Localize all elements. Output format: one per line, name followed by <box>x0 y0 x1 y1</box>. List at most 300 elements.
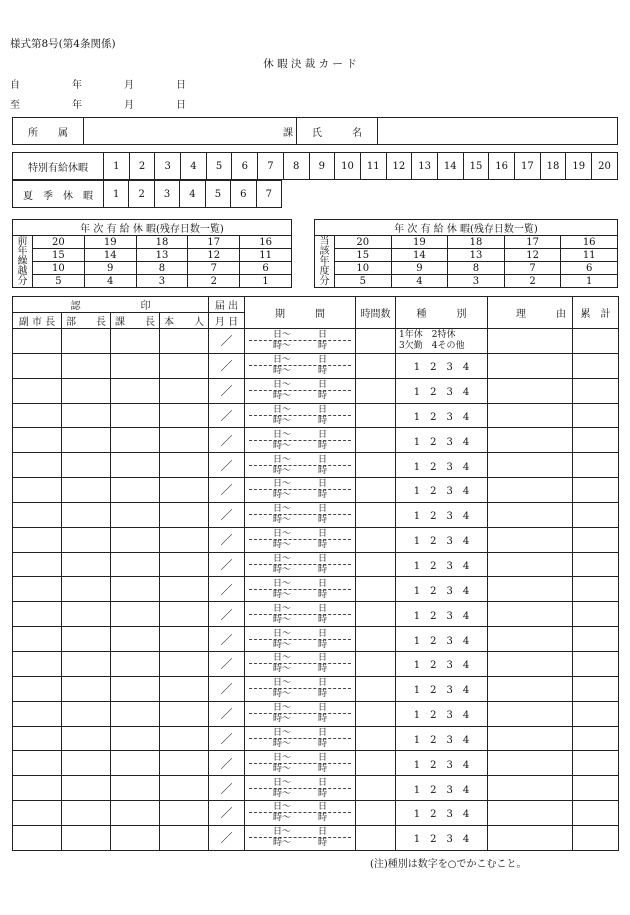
submission-date-cell[interactable]: ／ <box>209 701 245 726</box>
period-cell[interactable] <box>245 776 356 801</box>
approval-stamp-cell[interactable] <box>160 776 209 801</box>
summer-leave-day-4[interactable]: 4 <box>180 181 205 208</box>
total-cell[interactable] <box>573 378 619 403</box>
special-leave-day-18[interactable]: 18 <box>540 153 566 180</box>
type-cell[interactable]: 1 2 3 4 <box>396 353 488 378</box>
approval-stamp-cell[interactable] <box>13 577 62 602</box>
hours-cell[interactable] <box>356 329 396 354</box>
hours-cell[interactable] <box>356 726 396 751</box>
submission-date-cell[interactable]: ／ <box>209 776 245 801</box>
submission-date-cell[interactable]: ／ <box>209 552 245 577</box>
submission-date-cell[interactable]: ／ <box>209 527 245 552</box>
reason-cell[interactable] <box>488 602 573 627</box>
hours-cell[interactable] <box>356 577 396 602</box>
remaining-days-cell[interactable]: 5 <box>33 275 85 288</box>
remaining-days-cell[interactable]: 1 <box>561 275 618 288</box>
approval-stamp-cell[interactable] <box>62 825 111 850</box>
type-cell[interactable]: 1 2 3 4 <box>396 478 488 503</box>
approval-stamp-cell[interactable] <box>13 552 62 577</box>
table-row <box>13 726 619 751</box>
remaining-days-cell[interactable]: 4 <box>84 275 136 288</box>
remaining-days-cell[interactable]: 4 <box>391 275 448 288</box>
table-row <box>13 676 619 701</box>
period-cell[interactable] <box>245 751 356 776</box>
hours-cell[interactable] <box>356 776 396 801</box>
summer-leave-day-2[interactable]: 2 <box>129 181 154 208</box>
approval-stamp-cell[interactable] <box>13 701 62 726</box>
table-row <box>13 701 619 726</box>
hours-cell[interactable] <box>356 651 396 676</box>
reason-cell[interactable] <box>488 453 573 478</box>
remaining-days-cell[interactable]: 9 <box>391 262 448 275</box>
approval-stamp-cell[interactable] <box>13 527 62 552</box>
approval-stamp-cell[interactable] <box>62 502 111 527</box>
approval-stamp-cell[interactable] <box>111 751 160 776</box>
submission-date-cell[interactable]: ／ <box>209 478 245 503</box>
total-cell[interactable] <box>573 726 619 751</box>
submission-date-cell[interactable]: ／ <box>209 602 245 627</box>
type-cell[interactable]: 1 2 3 4 <box>396 527 488 552</box>
reason-cell[interactable] <box>488 726 573 751</box>
reason-cell[interactable] <box>488 428 573 453</box>
approval-stamp-cell[interactable] <box>111 428 160 453</box>
period-cell[interactable] <box>245 801 356 826</box>
period-cell[interactable] <box>245 453 356 478</box>
type-cell[interactable]: 1 2 3 4 <box>396 552 488 577</box>
summer-leave-day-1[interactable]: 1 <box>104 181 129 208</box>
hour-range: 時～ 時 <box>272 440 327 451</box>
approval-stamp-cell[interactable] <box>13 825 62 850</box>
reason-cell[interactable] <box>488 353 573 378</box>
approval-stamp-cell[interactable] <box>111 676 160 701</box>
approval-stamp-cell[interactable] <box>160 502 209 527</box>
approval-stamp-cell[interactable] <box>160 453 209 478</box>
submission-date-cell[interactable]: ／ <box>209 403 245 428</box>
total-cell[interactable] <box>573 502 619 527</box>
approval-stamp-cell[interactable] <box>111 527 160 552</box>
day-range: 日～ 日 <box>249 504 351 515</box>
approval-stamp-cell[interactable] <box>13 453 62 478</box>
approval-stamp-cell[interactable] <box>160 825 209 850</box>
approval-stamp-cell[interactable] <box>62 627 111 652</box>
submission-date-cell[interactable]: ／ <box>209 801 245 826</box>
period-cell[interactable] <box>245 378 356 403</box>
approval-stamp-cell[interactable] <box>160 353 209 378</box>
approval-stamp-cell[interactable] <box>111 801 160 826</box>
special-leave-day-11[interactable]: 11 <box>360 153 386 180</box>
submission-date-cell[interactable]: ／ <box>209 726 245 751</box>
submission-date-cell[interactable]: ／ <box>209 502 245 527</box>
submission-date-cell[interactable]: ／ <box>209 329 245 354</box>
remaining-days-cell[interactable]: 6 <box>561 262 618 275</box>
reason-cell[interactable] <box>488 378 573 403</box>
special-leave-day-12[interactable]: 12 <box>386 153 412 180</box>
approval-stamp-cell[interactable] <box>13 353 62 378</box>
total-cell[interactable] <box>573 577 619 602</box>
type-cell[interactable]: 1 2 3 4 <box>396 602 488 627</box>
approval-stamp-cell[interactable] <box>62 577 111 602</box>
name-field[interactable] <box>378 118 618 145</box>
approval-stamp-cell[interactable] <box>111 627 160 652</box>
summer-leave-day-7[interactable]: 7 <box>256 181 281 208</box>
remaining-days-cell[interactable]: 13 <box>448 249 505 262</box>
total-cell[interactable] <box>573 428 619 453</box>
special-leave-day-9[interactable]: 9 <box>309 153 335 180</box>
approval-stamp-cell[interactable] <box>160 577 209 602</box>
type-cell[interactable]: 1 2 3 4 <box>396 577 488 602</box>
approval-stamp-cell[interactable] <box>160 329 209 354</box>
total-cell[interactable] <box>573 651 619 676</box>
remaining-days-cell[interactable]: 15 <box>335 249 392 262</box>
type-cell[interactable]: 1 2 3 4 <box>396 751 488 776</box>
remaining-days-cell[interactable]: 12 <box>188 249 240 262</box>
approval-stamp-cell[interactable] <box>13 627 62 652</box>
type-cell[interactable]: 1 2 3 4 <box>396 726 488 751</box>
approval-stamp-cell[interactable] <box>111 403 160 428</box>
approval-stamp-cell[interactable] <box>62 453 111 478</box>
period-cell[interactable] <box>245 502 356 527</box>
approval-stamp-cell[interactable] <box>160 428 209 453</box>
approval-stamp-cell[interactable] <box>13 602 62 627</box>
hours-cell[interactable] <box>356 403 396 428</box>
approval-stamp-cell[interactable] <box>13 403 62 428</box>
hours-cell[interactable] <box>356 527 396 552</box>
remaining-days-cell[interactable]: 19 <box>391 236 448 249</box>
period-cell[interactable] <box>245 353 356 378</box>
period-cell[interactable] <box>245 577 356 602</box>
approval-stamp-cell[interactable] <box>160 726 209 751</box>
remaining-days-cell[interactable]: 18 <box>136 236 188 249</box>
hour-range: 時～ 時 <box>272 788 327 799</box>
special-leave-day-16[interactable]: 16 <box>489 153 515 180</box>
approval-stamp-cell[interactable] <box>160 602 209 627</box>
special-leave-day-17[interactable]: 17 <box>515 153 541 180</box>
submission-date-cell[interactable]: ／ <box>209 577 245 602</box>
remaining-days-cell[interactable]: 7 <box>188 262 240 275</box>
remaining-days-cell[interactable]: 15 <box>33 249 85 262</box>
table-row <box>13 453 619 478</box>
hours-cell[interactable] <box>356 602 396 627</box>
day-range: 日～ 日 <box>249 554 351 565</box>
hours-cell[interactable] <box>356 428 396 453</box>
approval-stamp-cell[interactable] <box>13 801 62 826</box>
hours-cell[interactable] <box>356 353 396 378</box>
submission-date-cell[interactable]: ／ <box>209 353 245 378</box>
remaining-days-cell[interactable]: 14 <box>391 249 448 262</box>
approval-stamp-cell[interactable] <box>160 378 209 403</box>
total-cell[interactable] <box>573 602 619 627</box>
reason-cell[interactable] <box>488 825 573 850</box>
total-cell[interactable] <box>573 701 619 726</box>
type-cell[interactable]: 1 2 3 4 <box>396 378 488 403</box>
reason-cell[interactable] <box>488 552 573 577</box>
remaining-days-cell[interactable]: 17 <box>504 236 561 249</box>
department-field[interactable] <box>84 118 281 145</box>
reason-cell[interactable] <box>488 329 573 354</box>
approval-stamp-cell[interactable] <box>62 701 111 726</box>
reason-cell[interactable] <box>488 776 573 801</box>
period-cell[interactable] <box>245 676 356 701</box>
approval-stamp-cell[interactable] <box>62 403 111 428</box>
approval-stamp-cell[interactable] <box>62 329 111 354</box>
remaining-days-cell[interactable]: 16 <box>561 236 618 249</box>
approval-stamp-cell[interactable] <box>111 552 160 577</box>
submission-date-cell[interactable]: ／ <box>209 651 245 676</box>
reason-cell[interactable] <box>488 751 573 776</box>
remaining-days-cell[interactable]: 11 <box>240 249 292 262</box>
table-row <box>13 602 619 627</box>
approval-stamp-cell[interactable] <box>62 478 111 503</box>
remaining-days-cell[interactable]: 6 <box>240 262 292 275</box>
type-cell[interactable]: 1 2 3 4 <box>396 676 488 701</box>
hour-range: 時～ 時 <box>272 589 327 600</box>
period-cell[interactable] <box>245 403 356 428</box>
reason-cell[interactable] <box>488 527 573 552</box>
total-cell[interactable] <box>573 403 619 428</box>
type-cell[interactable]: 1 2 3 4 <box>396 428 488 453</box>
remaining-days-cell[interactable]: 8 <box>136 262 188 275</box>
total-cell[interactable] <box>573 825 619 850</box>
hours-cell[interactable] <box>356 552 396 577</box>
remaining-days-cell[interactable]: 19 <box>84 236 136 249</box>
approval-stamp-cell[interactable] <box>160 676 209 701</box>
total-cell[interactable] <box>573 776 619 801</box>
approval-stamp-cell[interactable] <box>62 801 111 826</box>
approval-stamp-cell[interactable] <box>111 453 160 478</box>
special-leave-day-15[interactable]: 15 <box>463 153 489 180</box>
remaining-days-cell[interactable]: 16 <box>240 236 292 249</box>
remaining-days-cell[interactable]: 17 <box>188 236 240 249</box>
reason-cell[interactable] <box>488 701 573 726</box>
approval-stamp-cell[interactable] <box>160 701 209 726</box>
special-leave-day-6[interactable]: 6 <box>232 153 258 180</box>
type-cell[interactable]: 1 2 3 4 <box>396 502 488 527</box>
special-leave-day-19[interactable]: 19 <box>566 153 592 180</box>
hours-cell[interactable] <box>356 701 396 726</box>
type-cell[interactable]: 1 2 3 4 <box>396 825 488 850</box>
submission-date-cell[interactable]: ／ <box>209 627 245 652</box>
approval-stamp-cell[interactable] <box>160 552 209 577</box>
approval-stamp-cell[interactable] <box>160 751 209 776</box>
submission-date-cell[interactable]: ／ <box>209 825 245 850</box>
approval-stamp-cell[interactable] <box>111 378 160 403</box>
approval-stamp-cell[interactable] <box>111 478 160 503</box>
approval-stamp-cell[interactable] <box>62 378 111 403</box>
approval-stamp-cell[interactable] <box>13 478 62 503</box>
approval-stamp-cell[interactable] <box>160 403 209 428</box>
total-cell[interactable] <box>573 751 619 776</box>
type-cell[interactable]: 1 2 3 4 <box>396 627 488 652</box>
period-cell[interactable] <box>245 602 356 627</box>
type-cell[interactable]: 1 2 3 4 <box>396 453 488 478</box>
todokede-subheader: 月 日 <box>209 313 245 329</box>
hour-range: 時～ 時 <box>272 763 327 774</box>
remaining-days-cell[interactable]: 3 <box>136 275 188 288</box>
approval-stamp-cell[interactable] <box>111 329 160 354</box>
submission-date-cell[interactable]: ／ <box>209 428 245 453</box>
approval-stamp-cell[interactable] <box>111 602 160 627</box>
total-cell[interactable] <box>573 329 619 354</box>
hours-cell[interactable] <box>356 453 396 478</box>
hours-cell[interactable] <box>356 378 396 403</box>
approval-stamp-cell[interactable] <box>111 502 160 527</box>
remaining-days-cell[interactable]: 8 <box>448 262 505 275</box>
period-cell[interactable] <box>245 527 356 552</box>
table-row <box>13 651 619 676</box>
remaining-days-cell[interactable]: 5 <box>335 275 392 288</box>
approval-stamp-cell[interactable] <box>160 651 209 676</box>
hours-cell[interactable] <box>356 801 396 826</box>
type-cell[interactable]: 1 2 3 4 <box>396 801 488 826</box>
table-row <box>13 751 619 776</box>
hours-cell[interactable] <box>356 478 396 503</box>
reason-cell[interactable] <box>488 676 573 701</box>
approval-stamp-cell[interactable] <box>62 428 111 453</box>
reason-cell[interactable] <box>488 502 573 527</box>
period-cell[interactable] <box>245 428 356 453</box>
remaining-days-cell[interactable]: 2 <box>188 275 240 288</box>
period-cell[interactable] <box>245 701 356 726</box>
type-cell[interactable]: 1 2 3 4 <box>396 651 488 676</box>
approval-stamp-cell[interactable] <box>62 527 111 552</box>
special-leave-day-5[interactable]: 5 <box>206 153 232 180</box>
type-cell[interactable]: 1 2 3 4 <box>396 701 488 726</box>
total-cell[interactable] <box>573 676 619 701</box>
period-cell[interactable] <box>245 627 356 652</box>
special-leave-day-3[interactable]: 3 <box>155 153 181 180</box>
hours-cell[interactable] <box>356 825 396 850</box>
type-cell[interactable] <box>396 329 488 354</box>
day-range: 日～ 日 <box>249 405 351 416</box>
hours-cell[interactable] <box>356 627 396 652</box>
period-cell[interactable] <box>245 726 356 751</box>
remaining-days-cell[interactable]: 10 <box>335 262 392 275</box>
approval-stamp-cell[interactable] <box>111 726 160 751</box>
table-row <box>13 801 619 826</box>
total-cell[interactable] <box>573 527 619 552</box>
approval-stamp-cell[interactable] <box>13 378 62 403</box>
approval-stamp-cell[interactable] <box>62 602 111 627</box>
approval-stamp-cell[interactable] <box>62 651 111 676</box>
approval-stamp-cell[interactable] <box>111 776 160 801</box>
summer-leave-day-6[interactable]: 6 <box>231 181 256 208</box>
hours-cell[interactable] <box>356 676 396 701</box>
approval-stamp-cell[interactable] <box>13 651 62 676</box>
period-cell[interactable] <box>245 825 356 850</box>
remaining-days-cell[interactable]: 9 <box>84 262 136 275</box>
reason-cell[interactable] <box>488 577 573 602</box>
remaining-days-cell[interactable]: 20 <box>335 236 392 249</box>
total-cell[interactable] <box>573 552 619 577</box>
table-row <box>13 552 619 577</box>
approval-stamp-cell[interactable] <box>160 627 209 652</box>
period-cell[interactable] <box>245 651 356 676</box>
special-leave-day-8[interactable]: 8 <box>283 153 309 180</box>
approval-stamp-cell[interactable] <box>111 701 160 726</box>
approval-stamp-cell[interactable] <box>62 353 111 378</box>
special-leave-day-20[interactable]: 20 <box>592 153 618 180</box>
approval-stamp-cell[interactable] <box>13 428 62 453</box>
submission-date-cell[interactable]: ／ <box>209 676 245 701</box>
remaining-days-cell[interactable]: 7 <box>504 262 561 275</box>
reason-cell[interactable] <box>488 403 573 428</box>
remaining-days-cell[interactable]: 2 <box>504 275 561 288</box>
day-range: 日～ 日 <box>249 728 351 739</box>
special-leave-day-7[interactable]: 7 <box>258 153 284 180</box>
reason-cell[interactable] <box>488 651 573 676</box>
hour-range: 時～ 時 <box>272 639 327 650</box>
approval-stamp-cell[interactable] <box>111 353 160 378</box>
reason-cell[interactable] <box>488 478 573 503</box>
approval-stamp-cell[interactable] <box>62 552 111 577</box>
submission-date-cell[interactable]: ／ <box>209 751 245 776</box>
approval-stamp-cell[interactable] <box>13 676 62 701</box>
total-cell[interactable] <box>573 453 619 478</box>
special-leave-day-13[interactable]: 13 <box>412 153 438 180</box>
summer-leave-day-5[interactable]: 5 <box>205 181 230 208</box>
remaining-days-cell[interactable]: 10 <box>33 262 85 275</box>
approval-stamp-cell[interactable] <box>62 776 111 801</box>
period-cell[interactable] <box>245 329 356 354</box>
approval-stamp-cell[interactable] <box>160 478 209 503</box>
period-cell[interactable] <box>245 478 356 503</box>
approval-stamp-cell[interactable] <box>13 329 62 354</box>
hours-cell[interactable] <box>356 502 396 527</box>
special-leave-day-10[interactable]: 10 <box>335 153 361 180</box>
remaining-days-cell[interactable]: 1 <box>240 275 292 288</box>
remaining-days-cell[interactable]: 3 <box>448 275 505 288</box>
hours-cell[interactable] <box>356 751 396 776</box>
total-cell[interactable] <box>573 627 619 652</box>
special-leave-day-4[interactable]: 4 <box>181 153 207 180</box>
special-leave-day-14[interactable]: 14 <box>437 153 463 180</box>
total-cell[interactable] <box>573 353 619 378</box>
remaining-days-cell[interactable]: 20 <box>33 236 85 249</box>
hour-range: 時～ 時 <box>272 515 327 526</box>
remaining-days-cell[interactable]: 14 <box>84 249 136 262</box>
remaining-days-cell[interactable]: 13 <box>136 249 188 262</box>
total-cell[interactable] <box>573 478 619 503</box>
approval-stamp-cell[interactable] <box>13 726 62 751</box>
reason-cell[interactable] <box>488 801 573 826</box>
type-cell[interactable]: 1 2 3 4 <box>396 776 488 801</box>
approval-stamp-cell[interactable] <box>111 651 160 676</box>
total-cell[interactable] <box>573 801 619 826</box>
submission-date-cell[interactable]: ／ <box>209 453 245 478</box>
approval-stamp-cell[interactable] <box>13 502 62 527</box>
type-cell[interactable]: 1 2 3 4 <box>396 403 488 428</box>
approval-stamp-cell[interactable] <box>111 577 160 602</box>
approval-stamp-cell[interactable] <box>160 801 209 826</box>
approval-stamp-cell[interactable] <box>62 726 111 751</box>
reason-cell[interactable] <box>488 627 573 652</box>
approval-stamp-cell[interactable] <box>13 751 62 776</box>
submission-date-cell[interactable]: ／ <box>209 378 245 403</box>
remaining-days-cell[interactable]: 18 <box>448 236 505 249</box>
special-leave-day-2[interactable]: 2 <box>129 153 155 180</box>
approval-stamp-cell[interactable] <box>13 776 62 801</box>
special-leave-day-1[interactable]: 1 <box>104 153 130 180</box>
period-cell[interactable] <box>245 552 356 577</box>
remaining-days-cell[interactable]: 11 <box>561 249 618 262</box>
remaining-days-cell[interactable]: 12 <box>504 249 561 262</box>
summer-leave-day-3[interactable]: 3 <box>154 181 179 208</box>
hour-range: 時～ 時 <box>272 366 327 377</box>
approval-stamp-cell[interactable] <box>160 527 209 552</box>
approval-stamp-cell[interactable] <box>111 825 160 850</box>
approval-stamp-cell[interactable] <box>62 751 111 776</box>
approval-stamp-cell[interactable] <box>62 676 111 701</box>
